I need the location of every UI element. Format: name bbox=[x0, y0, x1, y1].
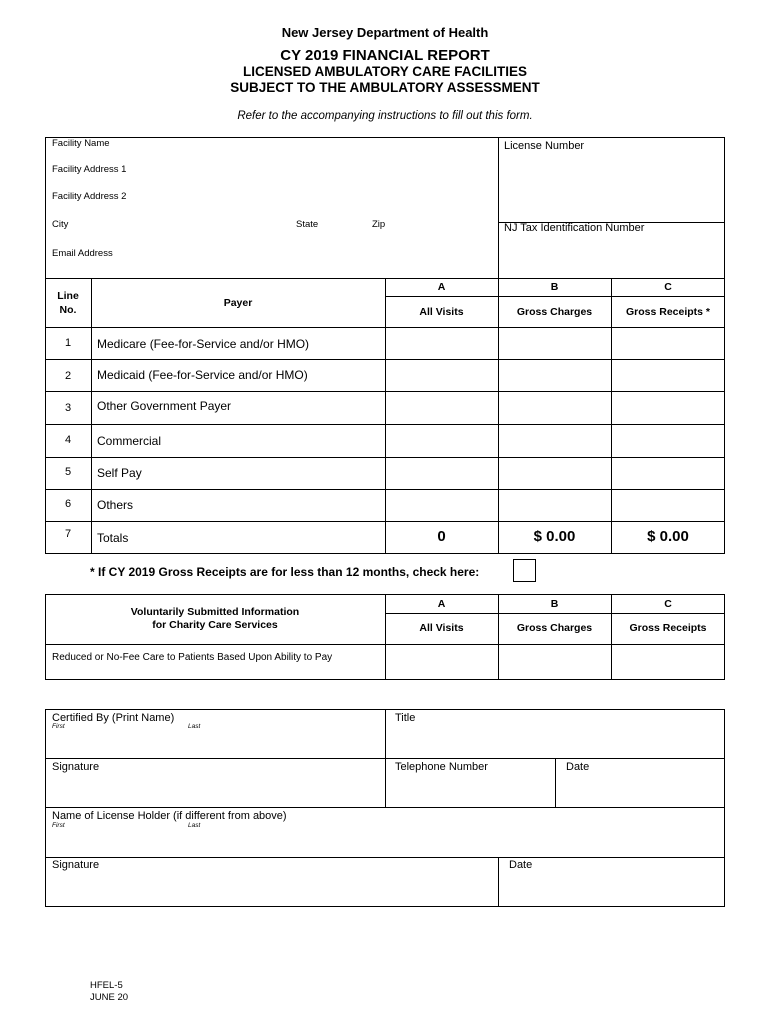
line-number: 6 bbox=[64, 498, 72, 510]
col-a-letter: A bbox=[437, 281, 446, 293]
report-title: CY 2019 FINANCIAL REPORT bbox=[280, 47, 490, 64]
payer-commercial: Commercial bbox=[97, 434, 162, 448]
zip-field[interactable]: Zip bbox=[372, 219, 386, 230]
facility-address-2-field[interactable]: Facility Address 2 bbox=[52, 191, 127, 202]
total-gross-receipts: $ 0.00 bbox=[647, 528, 689, 545]
row-divider bbox=[45, 644, 725, 645]
charity-heading: Voluntarily Submitted Information for Charity Care Services bbox=[130, 606, 300, 631]
charity-row-label: Reduced or No-Fee Care to Patients Based Upon Ability to Pay bbox=[52, 652, 333, 663]
telephone-field[interactable]: Telephone Number bbox=[395, 761, 488, 773]
all-visits-header: All Visits bbox=[419, 306, 464, 318]
license-number-field[interactable]: License Number bbox=[504, 140, 585, 152]
last-name-hint: Last bbox=[188, 822, 201, 829]
license-holder-signature-field[interactable]: Signature bbox=[52, 859, 100, 871]
row-divider bbox=[45, 457, 725, 458]
email-address-field[interactable]: Email Address bbox=[52, 248, 113, 259]
report-subtitle-2: SUBJECT TO THE AMBULATORY ASSESSMENT bbox=[230, 80, 540, 95]
partial-year-checkbox[interactable] bbox=[513, 559, 536, 582]
line-number: 5 bbox=[64, 466, 72, 478]
totals-label: Totals bbox=[97, 531, 129, 545]
col-a-divider bbox=[385, 278, 386, 554]
facility-divider bbox=[498, 137, 499, 279]
row-divider bbox=[45, 359, 725, 360]
line-number: 3 bbox=[64, 402, 72, 414]
form-id: HFEL-5 bbox=[90, 980, 123, 991]
row-divider bbox=[45, 327, 725, 328]
payer-medicare: Medicare (Fee-for-Service and/or HMO) bbox=[97, 337, 310, 351]
payer-other-government: Other Government Payer bbox=[97, 399, 232, 413]
gross-receipts-header: Gross Receipts * bbox=[625, 306, 711, 318]
facility-address-1-field[interactable]: Facility Address 1 bbox=[52, 164, 127, 175]
col-c-divider bbox=[611, 278, 612, 554]
date2-divider bbox=[498, 857, 499, 907]
first-name-hint: First bbox=[52, 822, 65, 829]
instructions-text: Refer to the accompanying instructions to fill out this form. bbox=[237, 110, 533, 122]
facility-section bbox=[45, 137, 725, 279]
department-name: New Jersey Department of Health bbox=[281, 25, 489, 40]
payer-others: Others bbox=[97, 498, 134, 512]
line-no-header: Line No. bbox=[57, 290, 79, 316]
city-field[interactable]: City bbox=[52, 219, 69, 230]
row-divider bbox=[45, 424, 725, 425]
line-number: 2 bbox=[64, 370, 72, 382]
title-divider bbox=[385, 709, 386, 808]
col-line-divider bbox=[91, 278, 92, 554]
tax-id-field[interactable]: NJ Tax Identification Number bbox=[504, 222, 645, 234]
report-subtitle-1: LICENSED AMBULATORY CARE FACILITIES bbox=[242, 64, 527, 79]
partial-year-footnote: * If CY 2019 Gross Receipts are for less than 12 months, check here: bbox=[90, 565, 480, 579]
charity-gross-receipts-header: Gross Receipts bbox=[629, 622, 707, 634]
col-c-letter: C bbox=[664, 598, 672, 610]
form-date: JUNE 20 bbox=[90, 992, 129, 1003]
row-divider bbox=[45, 521, 725, 522]
first-name-hint: First bbox=[52, 723, 65, 730]
col-letter-divider bbox=[385, 613, 725, 614]
license-holder-field[interactable]: Name of License Holder (if different from above) bbox=[52, 810, 287, 822]
col-c-letter: C bbox=[664, 281, 672, 293]
col-b-letter: B bbox=[550, 281, 559, 293]
line-number: 1 bbox=[64, 337, 72, 349]
date-divider bbox=[555, 758, 556, 808]
col-b-letter: B bbox=[550, 598, 559, 610]
signature-field[interactable]: Signature bbox=[52, 761, 100, 773]
row-divider bbox=[45, 489, 725, 490]
col-letter-divider bbox=[385, 296, 725, 297]
row-divider bbox=[45, 391, 725, 392]
state-field[interactable]: State bbox=[296, 219, 319, 230]
row-divider bbox=[45, 857, 725, 858]
col-b-divider bbox=[498, 278, 499, 554]
line-number: 7 bbox=[64, 528, 72, 540]
payer-header: Payer bbox=[223, 297, 253, 309]
payer-self-pay: Self Pay bbox=[97, 466, 142, 480]
line-number: 4 bbox=[64, 434, 72, 446]
total-gross-charges: $ 0.00 bbox=[533, 528, 576, 545]
charity-all-visits-header: All Visits bbox=[419, 622, 464, 634]
facility-name-field[interactable]: Facility Name bbox=[52, 138, 110, 149]
license-holder-date-field[interactable]: Date bbox=[509, 859, 533, 871]
gross-charges-header: Gross Charges bbox=[516, 306, 593, 318]
certified-by-field[interactable]: Certified By (Print Name) bbox=[52, 712, 175, 724]
total-all-visits: 0 bbox=[437, 528, 446, 545]
title-field[interactable]: Title bbox=[395, 712, 416, 724]
charity-gross-charges-header: Gross Charges bbox=[516, 622, 593, 634]
date-field[interactable]: Date bbox=[566, 761, 590, 773]
col-a-letter: A bbox=[437, 598, 446, 610]
last-name-hint: Last bbox=[188, 723, 201, 730]
payer-medicaid: Medicaid (Fee-for-Service and/or HMO) bbox=[97, 368, 308, 382]
